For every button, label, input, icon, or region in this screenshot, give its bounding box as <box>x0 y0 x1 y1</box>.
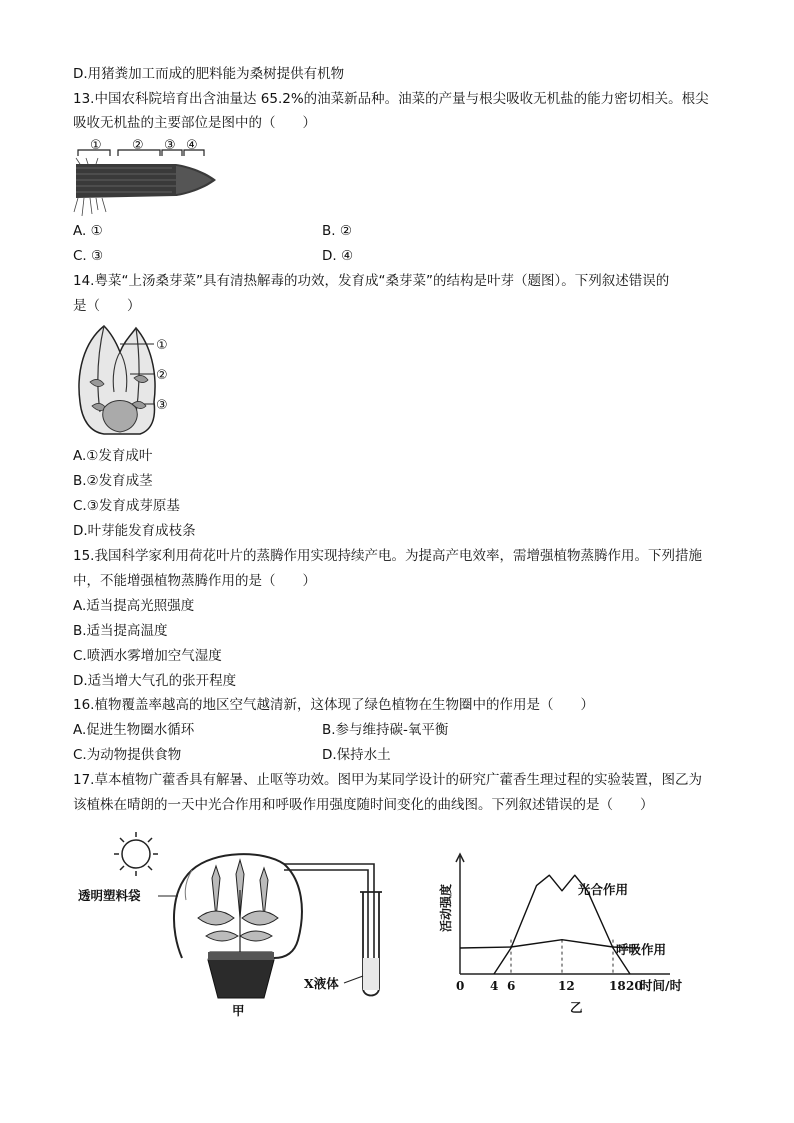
q16-stem: 16.植物覆盖率越高的地区空气越清新，这体现了绿色植物在生物圈中的作用是（ ） <box>73 697 594 713</box>
chart-x-tick: 4 <box>490 979 499 993</box>
bag-label: 透明塑料袋 <box>78 888 141 903</box>
setup-figure <box>74 830 394 1020</box>
root-tip-label-1: ① <box>90 138 102 153</box>
q14-option-d: D.叶芽能发育成枝条 <box>73 523 196 539</box>
q14-stem-line2: 是（ ） <box>73 298 141 314</box>
leaf-bud-label-2: ② <box>156 368 168 383</box>
q13-option-c: C. ③ <box>73 248 104 264</box>
q16-option-c: C.为动物提供食物 <box>73 747 182 763</box>
q16-option-b: B.参与维持碳-氧平衡 <box>322 722 449 738</box>
q13-stem-line1: 13.中国农科院培育出含油量达 65.2%的油菜新品种。油菜的产量与根尖吸收无机盐的能力密切相关。根尖 <box>73 91 709 107</box>
chart-x-tick: 0 <box>456 979 465 993</box>
q14-option-a: A.①发育成叶 <box>73 448 153 464</box>
chart-x-tick: 18 <box>609 979 626 993</box>
q14-option-b: B.②发育成茎 <box>73 473 153 489</box>
q15-stem-line1: 15.我国科学家利用荷花叶片的蒸腾作用实现持续产电。为提高产电效率，需增强植物蒸腾作用。下列措施 <box>73 548 702 564</box>
q17-stem-line1: 17.草本植物广藿香具有解暑、止呕等功效。图甲为某同学设计的研究广藿香生理过程的实验装置，图乙为 <box>73 772 702 788</box>
q15-option-b: B.适当提高温度 <box>73 623 168 639</box>
q13-stem-line2: 吸收无机盐的主要部位是图中的（ ） <box>73 115 316 131</box>
liquid-label: X液体 <box>304 976 339 991</box>
q17-stem-line2: 该植株在晴朗的一天中光合作用和呼吸作用强度随时间变化的曲线图。下列叙述错误的是（ ） <box>73 797 654 813</box>
root-tip-label-3: ③ <box>164 138 176 153</box>
figure-a-caption: 甲 <box>232 1003 245 1018</box>
leaf-bud-label-3: ③ <box>156 398 168 413</box>
root-tip-label-4: ④ <box>186 138 198 153</box>
q13-option-a: A. ① <box>73 223 103 239</box>
leaf-bud-label-1: ① <box>156 338 168 353</box>
chart-caption: 乙 <box>570 1000 583 1015</box>
q13-option-b: B. ② <box>322 223 352 239</box>
chart-resp-label: 呼吸作用 <box>616 942 667 957</box>
q15-option-a: A.适当提高光照强度 <box>73 598 195 614</box>
q14-stem-line1: 14.粤菜“上汤桑芽菜”具有清热解毒的功效，发育成“桑芽菜”的结构是叶芽（题图）。下列叙述错误的 <box>73 273 670 289</box>
root-tip-figure <box>72 138 222 220</box>
chart-x-tick: 6 <box>507 979 516 993</box>
activity-chart <box>430 850 720 1020</box>
chart-x-label: 时间/时 <box>640 978 683 993</box>
root-tip-label-2: ② <box>132 138 144 153</box>
q15-option-c: C.喷洒水雾增加空气湿度 <box>73 648 222 664</box>
chart-x-tick: 12 <box>558 979 575 993</box>
q15-stem-line2: 中，不能增强植物蒸腾作用的是（ ） <box>73 573 316 589</box>
q12-option-d: D.用猪粪加工而成的肥料能为桑树提供有机物 <box>73 66 345 82</box>
chart-x-tick: 20 <box>626 979 643 993</box>
q14-option-c: C.③发育成芽原基 <box>73 498 180 514</box>
sun-icon <box>114 832 158 876</box>
q13-option-d: D. ④ <box>322 248 354 264</box>
chart-photo-label: 光合作用 <box>578 882 629 897</box>
chart-y-label: 活动强度 <box>439 883 453 932</box>
q16-option-a: A.促进生物圈水循环 <box>73 722 195 738</box>
q15-option-d: D.适当增大气孔的张开程度 <box>73 673 237 689</box>
leaf-bud-figure <box>74 322 184 440</box>
q16-option-d: D.保持水土 <box>322 747 391 763</box>
